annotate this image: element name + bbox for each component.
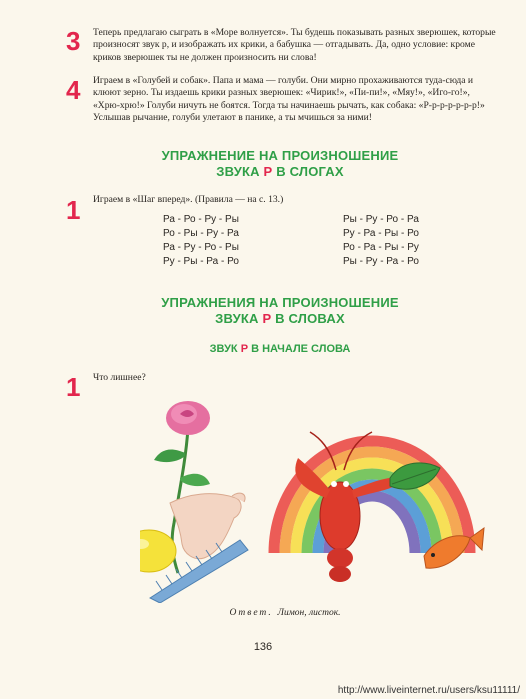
- section-2-heading-line2: [150, 311, 410, 327]
- task-3-number: 3: [66, 26, 81, 56]
- heading-letter-r: Р: [262, 311, 272, 326]
- section-1-task-number: 1: [66, 195, 81, 225]
- answer-label: Ответ.: [229, 608, 273, 618]
- section-1-task-text: Играем в «Шаг вперед». (Правила — на с. 13.): [93, 194, 284, 205]
- section-1-heading: [150, 148, 410, 180]
- syllable-row: Ро - Ра - Ры - Ру: [343, 242, 419, 253]
- section-1-heading-line1: УПРАЖНЕНИЕ НА ПРОИЗНОШЕНИЕ: [161, 148, 399, 163]
- section-2-heading-line1: УПРАЖНЕНИЯ НА ПРОИЗНОШЕНИЕ: [161, 295, 399, 310]
- syllable-row: Ро - Ры - Ру - Ра: [163, 228, 239, 239]
- section-2-heading: [150, 295, 410, 327]
- task-3-text: Теперь предлагаю сыграть в «Море волнуется». Ты будешь показывать разных зверюшек, которые произносят звук р, и изображать их крики, а бабушка — отгадывать. Да, одно условие: кроме криков зверюшек ты не должен произносить ни слова!: [93, 27, 496, 63]
- syllable-row: Ры - Ру - Ра - Ро: [343, 256, 419, 267]
- answer-text: Лимон, листок.: [277, 608, 341, 618]
- section-2-task-number: 1: [66, 372, 81, 402]
- syllable-row: Ры - Ру - Ро - Ра: [343, 214, 419, 225]
- heading-text: ЗВУКА: [216, 164, 264, 179]
- syllable-row: Ра - Ру - Ро - Ры: [163, 242, 239, 253]
- watermark-url: http://www.liveinternet.ru/users/ksu11111/: [337, 685, 520, 696]
- illustration: [140, 398, 490, 603]
- syllable-row: Ра - Ро - Ру - Ры: [163, 214, 239, 225]
- task-4-text: Играем в «Голубей и собак». Папа и мама — голуби. Они мирно прохаживаются туда-сюда и клюют зерно. Ты издаешь крики разных зверюшек: «Чирик!», «Пи-пи!», «Мяу!», «Иго-го!», «Хрю-хрю!» Голуби ничуть не боятся. Тогда ты начинаешь рычать, как собака: «Р-р-р-р-р-р-р!» Услышав рычание, голуби улетают в панике, а ты мчишься за ними!: [93, 75, 485, 124]
- subheading-text: ЗВУК: [209, 343, 241, 355]
- syllables-right-column: [343, 213, 419, 269]
- heading-text: В СЛОВАХ: [271, 311, 345, 326]
- task-4-number: 4: [66, 75, 81, 105]
- heading-text: В СЛОГАХ: [272, 164, 344, 179]
- rainbow-illustration: [274, 441, 470, 553]
- heading-text: ЗВУКА: [215, 311, 263, 326]
- syllable-row: Ру - Ра - Ры - Ро: [343, 228, 419, 239]
- answer-line: [160, 608, 410, 618]
- section-2-task-text: Что лишнее?: [93, 372, 146, 383]
- syllable-row: Ру - Ры - Ра - Ро: [163, 256, 239, 267]
- syllables-left-column: [163, 213, 239, 269]
- section-2-subheading: [150, 343, 410, 355]
- lemon-illustration: [140, 530, 176, 572]
- section-1-heading-line2: [150, 164, 410, 180]
- heading-letter-r: Р: [263, 164, 273, 179]
- page-number: 136: [253, 641, 273, 653]
- subheading-letter-r: Р: [240, 343, 249, 355]
- subheading-text: В НАЧАЛЕ СЛОВА: [248, 343, 351, 355]
